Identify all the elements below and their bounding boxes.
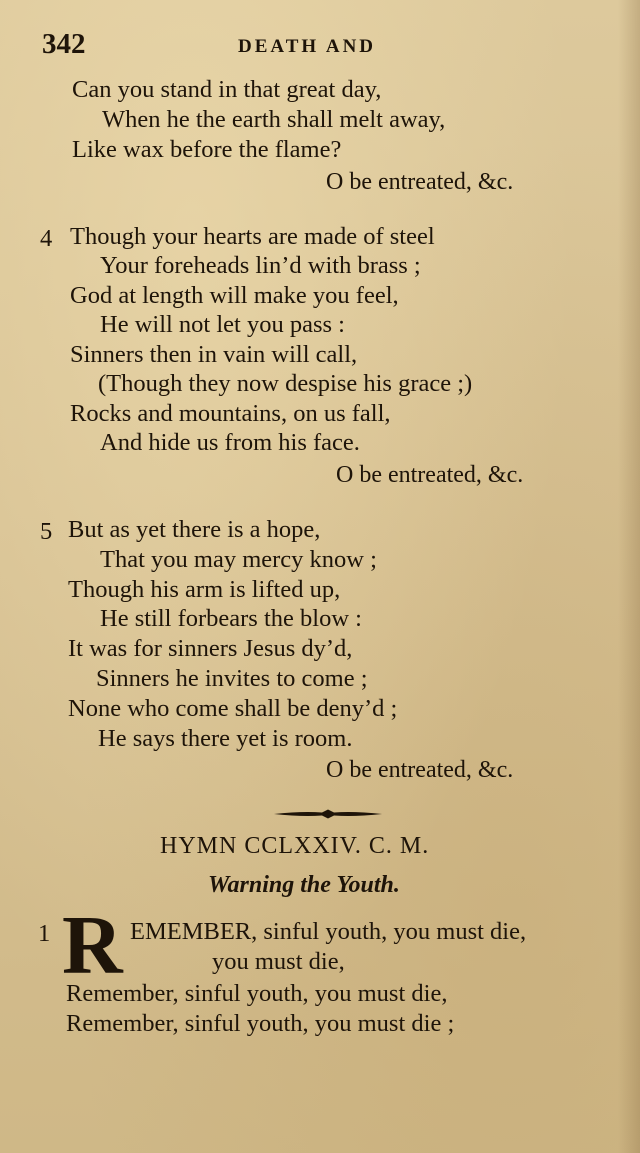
refrain-line: O be entreated, &c.: [326, 757, 514, 783]
stanza-number: 4: [40, 225, 53, 252]
verse-line: (Though they now despise his grace ;): [98, 370, 473, 397]
page-number: 342: [42, 28, 86, 60]
hymn-subtitle: Warning the Youth.: [208, 872, 400, 898]
verse-line: But as yet there is a hope,: [68, 516, 321, 543]
verse-line: Remember, sinful youth, you must die ;: [66, 1010, 455, 1037]
hymn-title: HYMN CCLXXIV. C. M.: [160, 833, 430, 859]
verse-line: That you may mercy know ;: [100, 546, 377, 573]
verse-line: God at length will make you feel,: [70, 282, 399, 309]
verse-line: Rocks and mountains, on us fall,: [70, 400, 391, 427]
verse-line: When he the earth shall melt away,: [102, 106, 446, 133]
verse-line: He still forbears the blow :: [100, 605, 362, 632]
verse-line: you must die,: [212, 948, 345, 975]
verse-line: Can you stand in that great day,: [72, 76, 382, 103]
verse-line: Sinners he invites to come ;: [96, 665, 368, 692]
verse-line: Though his arm is lifted up,: [68, 576, 341, 603]
drop-cap: R: [62, 899, 123, 992]
verse-line: It was for sinners Jesus dy’d,: [68, 635, 353, 662]
verse-line: He will not let you pass :: [100, 311, 345, 338]
stanza-number: 5: [40, 518, 53, 545]
verse-line: EMEMBER, sinful youth, you must die,: [130, 918, 527, 945]
verse-line: And hide us from his face.: [100, 429, 360, 456]
verse-line: He says there yet is room.: [98, 725, 353, 752]
verse-line: Though your hearts are made of steel: [70, 223, 435, 250]
verse-line: Your foreheads lin’d with brass ;: [100, 252, 421, 279]
refrain-line: O be entreated, &c.: [336, 462, 524, 488]
verse-line: Like wax before the flame?: [72, 136, 342, 163]
refrain-line: O be entreated, &c.: [326, 169, 514, 195]
ornamental-divider: [272, 808, 384, 820]
stanza-number: 1: [38, 920, 51, 947]
verse-line: None who come shall be deny’d ;: [68, 695, 398, 722]
verse-line: Remember, sinful youth, you must die,: [66, 980, 448, 1007]
verse-line: Sinners then in vain will call,: [70, 341, 358, 368]
running-head: DEATH AND: [238, 36, 377, 57]
